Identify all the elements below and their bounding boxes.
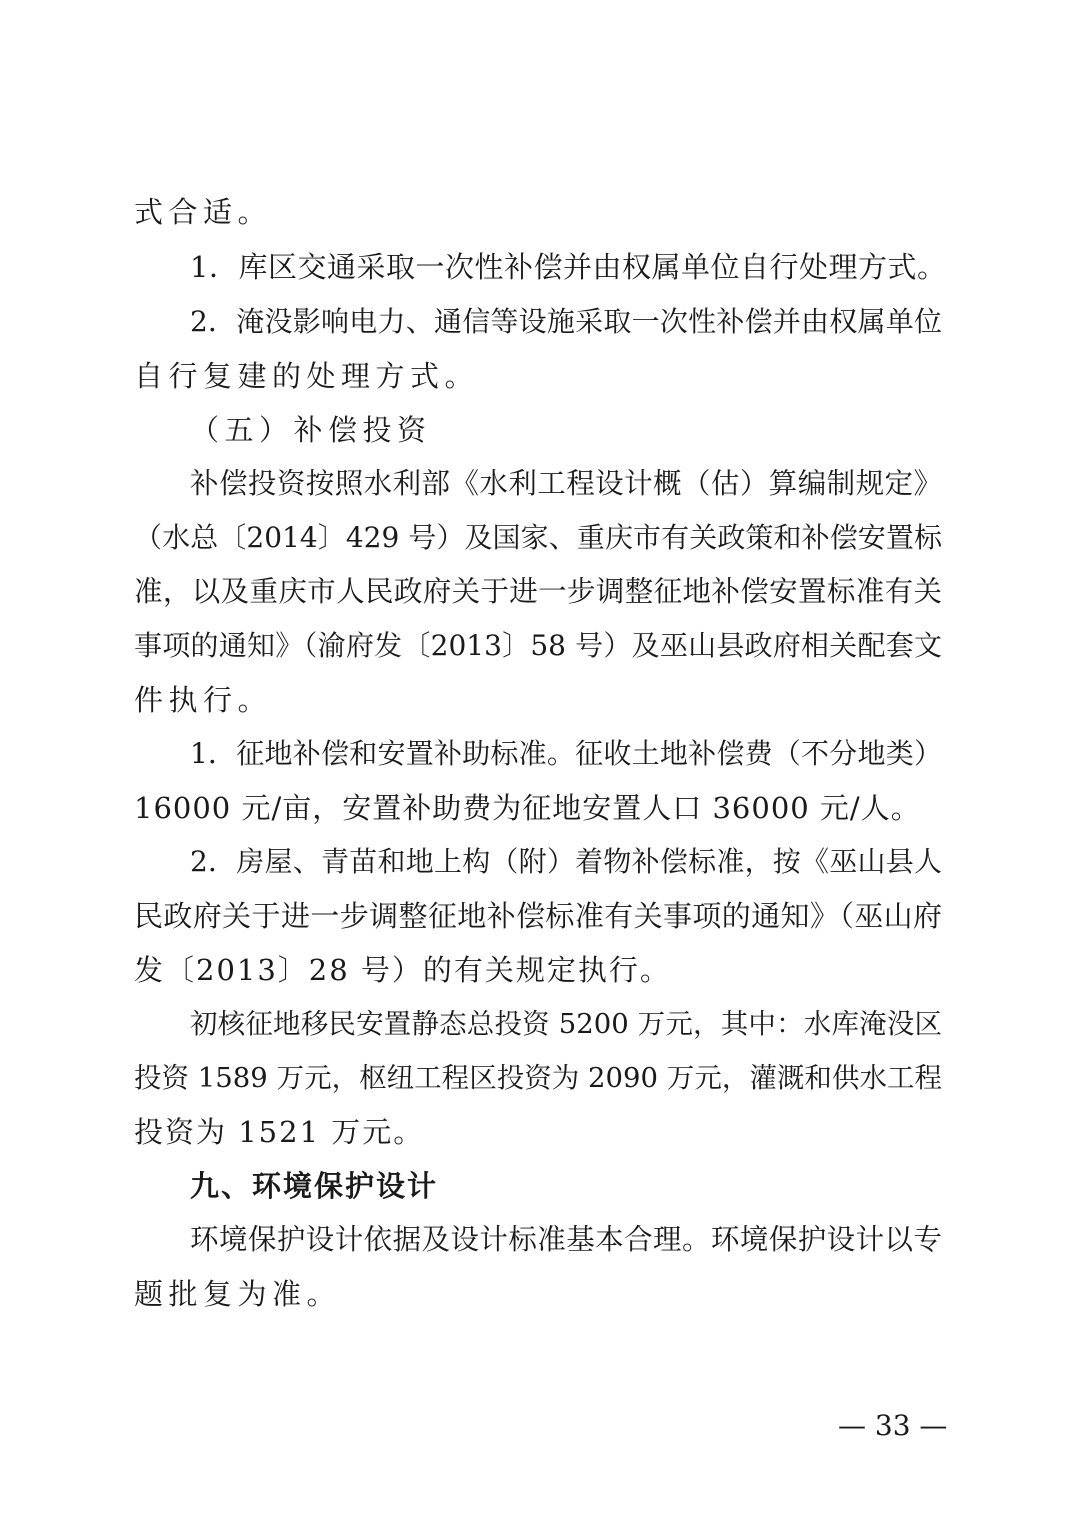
- text-line: 16000 元/亩，安置补助费为征地安置人口 36000 元/人。: [134, 791, 921, 825]
- text-line: 投资 1589 万元，枢纽工程区投资为 2090 万元，灌溉和供水工程: [134, 1062, 942, 1094]
- text-line: （水总〔2014〕429 号）及国家、重庆市有关政策和补偿安置标: [134, 521, 942, 554]
- text-line: 民政府关于进一步调整征地补偿标准有关事项的通知》（巫山府: [134, 899, 942, 933]
- section-heading: 九、环境保护设计: [190, 1169, 439, 1203]
- text-line: 环境保护设计依据及设计标准基本合理。环境保护设计以专: [190, 1223, 942, 1256]
- text-line: 初核征地移民安置静态总投资 5200 万元，其中：水库淹没区: [190, 1008, 942, 1040]
- list-item-traffic: 1．库区交通采取一次性补偿并由权属单位自行处理方式。: [190, 250, 947, 284]
- list-item-land-compensation: 1．征地补偿和安置补助标准。征收土地补偿费（不分地类）: [190, 737, 942, 770]
- text-line: 自行复建的处理方式。: [134, 359, 480, 393]
- section-subheading: （五）补偿投资: [190, 413, 432, 447]
- text-line: 题批复为准。: [134, 1277, 342, 1311]
- text-line: 补偿投资按照水利部《水利工程设计概（估）算编制规定》: [190, 467, 942, 500]
- text-line: 事项的通知》（渝府发〔2013〕58 号）及巫山县政府相关配套文: [134, 629, 942, 662]
- text-line: 准，以及重庆市人民政府关于进一步调整征地补偿安置标准有关: [134, 575, 942, 608]
- text-line: 式合适。: [134, 195, 273, 229]
- page-number: — 33 —: [838, 1409, 948, 1442]
- list-item-housing-compensation: 2．房屋、青苗和地上构（附）着物补偿标准，按《巫山县人: [190, 845, 942, 878]
- list-item-facilities: 2．淹没影响电力、通信等设施采取一次性补偿并由权属单位: [190, 305, 942, 338]
- text-line: 件执行。: [134, 683, 273, 717]
- text-line: 投资为 1521 万元。: [134, 1115, 425, 1149]
- text-line: 发〔2013〕28 号）的有关规定执行。: [134, 953, 671, 987]
